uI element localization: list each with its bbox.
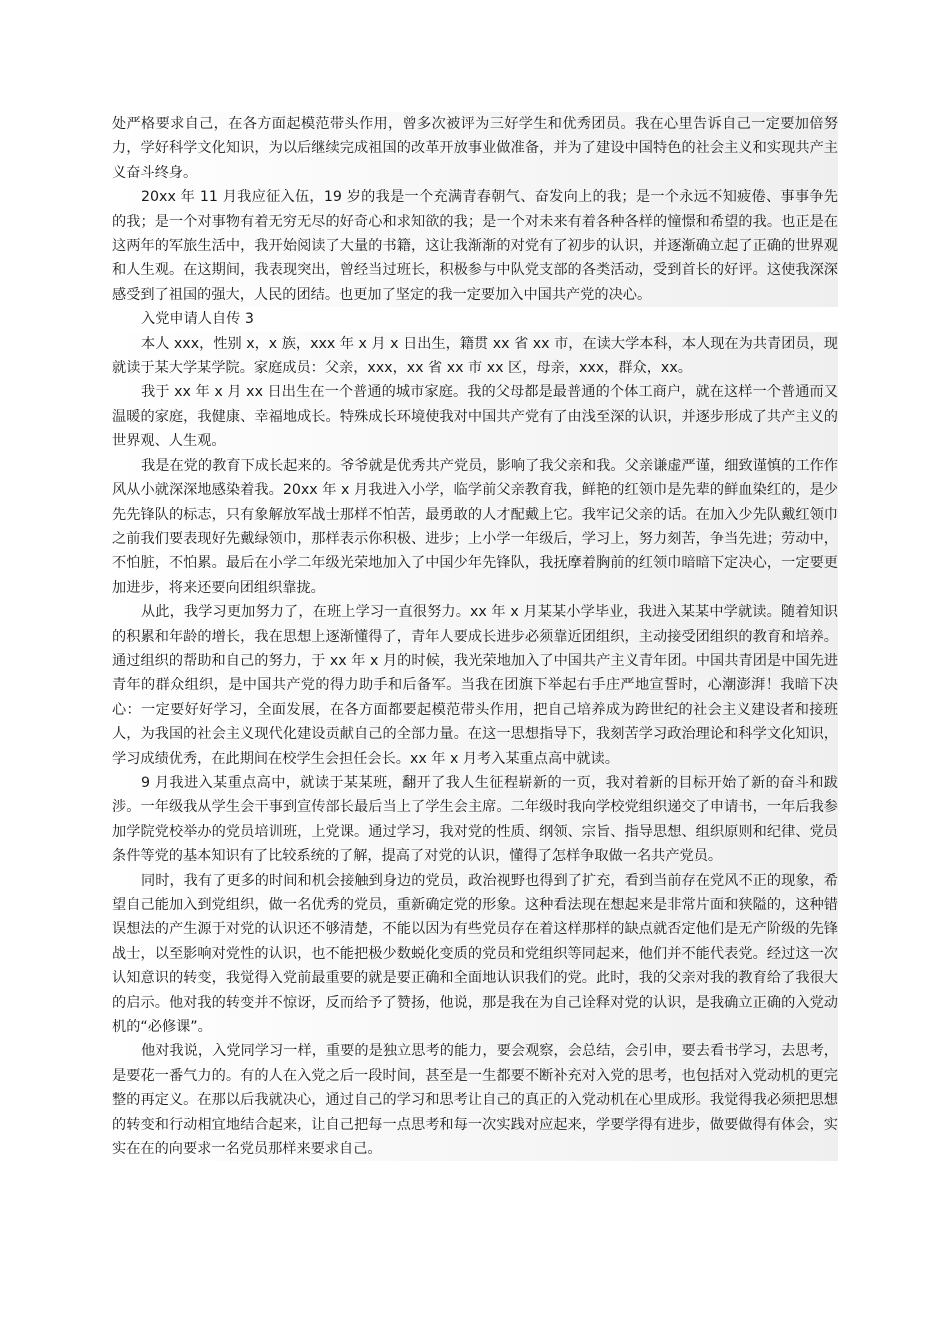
paragraph-birth: 我于 xx 年 x 月 xx 日出生在一个普通的城市家庭。我的父母都是最普通的个体工商户，就在这样一个普通而又温暖的家庭，我健康、幸福地成长。特殊成长环境使我对中国共产党有了由浅至深的认识，并逐步形成了共产主义的世界观、人生观。 (112, 380, 838, 453)
paragraph-study: 他对我说，入党同学习一样，重要的是独立思考的能力，要会观察，会总结，会引申，要去看书学习，去思考，是要花一番气力的。有的人在入党之后一段时间，甚至是一生都要不断补充对入党的思考，也包括对入党动机的更完整的再定义。在那以后我就决心，通过自己的学习和思考让自己的真正的入党动机在心里成形。我觉得我必须把思想的转变和行动相宜地结合起来，让自己把每一点思考和每一次实践对应起来，学要学得有进步，做要做得有体会，实实在在的向要求一名党员那样来要求自己。 (112, 1039, 838, 1161)
paragraph-childhood: 我是在党的教育下成长起来的。爷爷就是优秀共产党员，影响了我父亲和我。父亲谦虚严谨，细致谨慎的工作作风从小就深深地感染着我。20xx 年 x 月我进入小学，临学前父亲教育我，鲜艳的红领巾是先辈的鲜血染红的，是少先先锋队的标志，只有象解放军战士那样不怕苦，最勇敢的人才配戴上它。我牢记父亲的话。在加入少先队戴红领巾之前我们要表现好先戴绿领巾，那样表示你积极、进步；上小学一年级后，学习上，努力刻苦，争当先进；劳动中，不怕脏，不怕累。最后在小学二年级光荣地加入了中国少年先锋队，我抚摩着胸前的红领巾暗暗下定决心，一定要更加进步，将来还要向团组织靠拢。 (112, 454, 838, 600)
paragraph-continued: 处严格要求自己，在各方面起模范带头作用，曾多次被评为三好学生和优秀团员。我在心里告诉自己一定要加倍努力，学好科学文化知识，为以后继续完成祖国的改革开放事业做准备，并为了建设中国特色的社会主义和实现共产主义奋斗终身。 (112, 112, 838, 185)
section-heading: 入党申请人自传 3 (112, 307, 838, 331)
paragraph-army: 20xx 年 11 月我应征入伍，19 岁的我是一个充满青春朝气、奋发向上的我；是一个永远不知疲倦、事事争先的我；是一个对事物有着无穷无尽的好奇心和求知欲的我；是一个对未来有着各种各样的憧憬和希望的我。也正是在这两年的军旅生活中，我开始阅读了大量的书籍，这让我渐渐的对党有了初步的认识，并逐渐确立起了正确的世界观和人生观。在这期间，我表现突出，曾经当过班长，积极参与中队党支部的各类活动，受到首长的好评。这使我深深感受到了祖国的强大，人民的团结。也更加了坚定的我一定要加入中国共产党的决心。 (112, 185, 838, 307)
paragraph-party-contact: 同时，我有了更多的时间和机会接触到身边的党员，政治视野也得到了扩充，看到当前存在党风不正的现象，希望自己能加入到党组织，做一名优秀的党员，重新确定党的形象。这种看法现在想起来是非常片面和狭隘的，这种错误想法的产生源于对党的认识还不够清楚，不能以因为有些党员存在着这样那样的缺点就否定他们是无产阶级的先锋战士，以至影响对党性的认识，也不能把极少数蜕化变质的党员和党组织等同起来，他们并不能代表党。经过这一次认知意识的转变，我觉得入党前最重要的就是要正确和全面地认识我们的党。此时，我的父亲对我的教育给了我很大的启示。他对我的转变并不惊讶，反而给予了赞扬，他说，那是我在为自己诠释对党的认识，是我确立正确的入党动机的“必修课”。 (112, 869, 838, 1040)
paragraph-intro: 本人 xxx，性别 x，x 族，xxx 年 x 月 x 日出生，籍贯 xx 省 xx 市，在读大学本科，本人现在为共青团员，现就读于某大学某学院。家庭成员：父亲，xxx，xx 省 xx 市 xx 区，母亲，xxx，群众，xx。 (112, 332, 838, 381)
document-page (112, 112, 838, 1161)
paragraph-middle-school: 从此，我学习更加努力了，在班上学习一直很努力。xx 年 x 月某某小学毕业，我进入某某中学就读。随着知识的积累和年龄的增长，我在思想上逐渐懂得了，青年人要成长进步必须靠近团组织，主动接受团组织的教育和培养。通过组织的帮助和自己的努力，于 xx 年 x 月的时候，我光荣地加入了中国共产主义青年团。中国共青团是中国先进青年的群众组织，是中国共产党的得力助手和后备军。当我在团旗下举起右手庄严地宣誓时，心潮澎湃！我暗下决心：一定要好好学习，全面发展，在各方面都要起模范带头作用，把自己培养成为跨世纪的社会主义建设者和接班人，为我国的社会主义现代化建设贡献自己的全部力量。在这一思想指导下，我刻苦学习政治理论和科学文化知识，学习成绩优秀，在此期间在校学生会担任会长。xx 年 x 月考入某重点高中就读。 (112, 600, 838, 771)
paragraph-high-school: 9 月我进入某重点高中，就读于某某班，翻开了我人生征程崭新的一页，我对着新的目标开始了新的奋斗和跋涉。一年级我从学生会干事到宣传部长最后当上了学生会主席。二年级时我向学校党组织递交了申请书，一年后我参加学院党校举办的党员培训班，上党课。通过学习，我对党的性质、纲领、宗旨、指导思想、组织原则和纪律、党员条件等党的基本知识有了比较系统的了解，提高了对党的认识，懂得了怎样争取做一名共产党员。 (112, 771, 838, 869)
